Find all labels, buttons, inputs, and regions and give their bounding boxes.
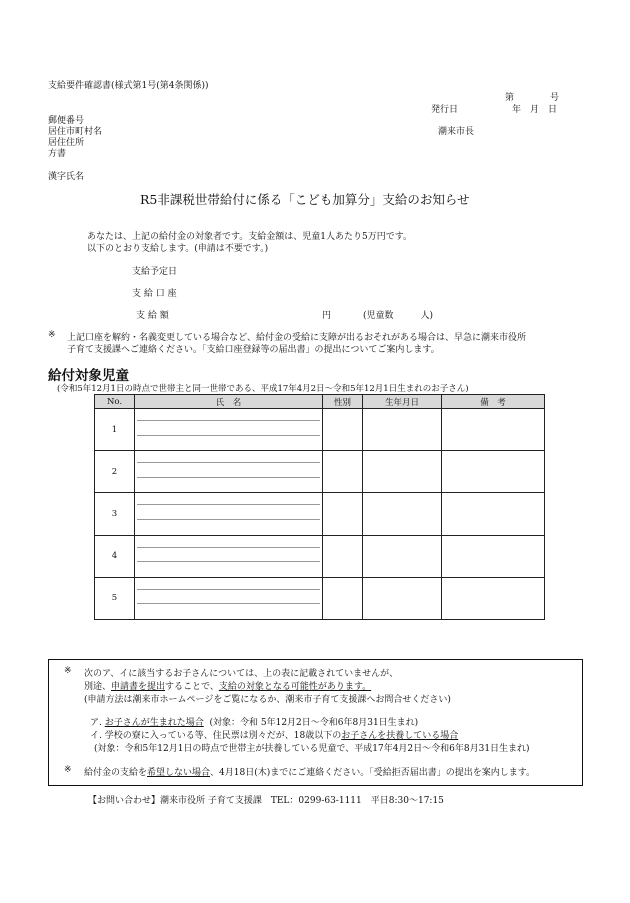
name-cell — [135, 577, 323, 619]
item-i-prefix: イ. — [90, 731, 102, 741]
row-number: 4 — [95, 535, 135, 577]
table-row — [95, 493, 545, 535]
name-cell — [135, 535, 323, 577]
gender-cell — [323, 577, 363, 619]
notice-item-i-sub: (対象：令和5年12月1日の時点で世帯主が扶養している児童で、平成17年4月2日〜令和6年8月31日生まれ) — [94, 744, 530, 754]
address-label: 居住住所 — [48, 138, 85, 148]
notice-text: することで、 — [165, 682, 219, 692]
form-id: 支給要件確認書(様式第1号(第4条関係)) — [48, 81, 209, 91]
row-number: 5 — [95, 577, 135, 619]
document-number: 第 号 — [505, 93, 560, 103]
table-row — [95, 409, 545, 451]
children-table — [94, 394, 545, 620]
row-number: 1 — [95, 409, 135, 451]
notice-item-a — [90, 715, 418, 728]
notice-mark-2: ※ — [64, 765, 72, 775]
item-a-emphasis: お子さんが生まれた場合 — [104, 718, 204, 728]
direction-label: 方書 — [48, 149, 67, 159]
city-label: 居住市町村名 — [48, 127, 103, 137]
name-cell — [135, 451, 323, 493]
birthdate-cell — [363, 577, 442, 619]
table-row — [95, 451, 545, 493]
notice-line-1: 次のア、イに該当するお子さんについては、上の表に記載されていませんが、 — [84, 669, 399, 679]
notice-item-i — [90, 728, 458, 741]
name-cell — [135, 493, 323, 535]
row-number: 3 — [95, 493, 135, 535]
yen-unit: 円 — [322, 311, 332, 321]
gender-cell — [323, 535, 363, 577]
table-row — [95, 577, 545, 619]
mayor-label: 潮来市長 — [438, 127, 475, 137]
item-a-prefix: ア. — [90, 718, 102, 728]
issue-date-label: 発行日 — [431, 105, 459, 115]
contact-info: 【お問い合わせ】潮来市役所 子育て支援課 TEL：0299-63-1111 平日8:30〜17:15 — [88, 796, 444, 806]
children-count-label: (児童数 人) — [363, 311, 434, 321]
gender-cell — [323, 493, 363, 535]
note-mark: ※ — [48, 330, 56, 340]
notice-emphasis-apply: 申請書を提出 — [111, 682, 166, 692]
birthdate-cell — [363, 409, 442, 451]
postal-code-label: 郵便番号 — [48, 116, 85, 126]
birthdate-cell — [363, 493, 442, 535]
gender-cell — [323, 409, 363, 451]
notice-emphasis-eligible: 支給の対象となる可能性があります。 — [218, 682, 372, 692]
header-name: 氏 名 — [135, 395, 323, 409]
gender-cell — [323, 451, 363, 493]
notice-text: 給付金の支給を — [84, 768, 148, 778]
birthdate-cell — [363, 535, 442, 577]
item-a-detail: (対象：令和 5年12月2日〜令和6年8月31日生まれ) — [209, 718, 419, 728]
payment-date-label: 支給予定日 — [132, 267, 178, 277]
item-i-emphasis: お子さんを扶養している場合 — [341, 731, 459, 741]
intro-line-1: あなたは、上記の給付金の対象者です。支給金額は、児童1人あたり5万円です。 — [87, 232, 413, 242]
section-subtitle: (令和5年12月1日の時点で世帯主と同一世帯である、平成17年4月2日〜令和5年12月1日生まれのお子さん) — [57, 384, 469, 394]
header-no: No. — [95, 395, 135, 409]
notice-line-3: (申請方法は潮来市ホームページをご覧になるか、潮来市子育て支援課へお問合せください) — [84, 695, 451, 705]
notice-mark: ※ — [64, 666, 72, 676]
remarks-cell — [442, 493, 545, 535]
item-i-text: 学校の寮に入っている等、住民票は別々だが、18歳以下の — [104, 731, 342, 741]
notice-line-2 — [84, 679, 371, 692]
remarks-cell — [442, 409, 545, 451]
payment-account-label: 支 給 口 座 — [132, 289, 177, 299]
intro-line-2: 以下のとおり支給します。(申請は不要です。) — [87, 244, 269, 254]
row-number: 2 — [95, 451, 135, 493]
notice-emphasis-decline: 希望しない場合 — [147, 768, 211, 778]
notice-text: 別途、 — [84, 682, 112, 692]
notice-final-line — [84, 765, 535, 778]
table-header-row — [95, 395, 545, 409]
section-heading: 給付対象児童 — [48, 368, 129, 384]
kanji-name-label: 漢字氏名 — [48, 172, 85, 182]
header-remarks: 備 考 — [442, 395, 545, 409]
name-cell — [135, 409, 323, 451]
birthdate-cell — [363, 451, 442, 493]
notice-text: 、4月18日(木)までにご連絡ください。「受給拒否届出書」の提出を案内します。 — [210, 768, 536, 778]
payment-amount-label: 支 給 額 — [136, 311, 169, 321]
note-line-1: 上記口座を解約・名義変更している場合など、給付金の受給に支障が出るおそれがある場合は、早急に潮来市役所 — [67, 333, 527, 343]
remarks-cell — [442, 451, 545, 493]
header-birthdate: 生年月日 — [363, 395, 442, 409]
header-gender: 性別 — [323, 395, 363, 409]
note-line-2: 子育て支援課へご連絡ください。「支給口座登録等の届出書」の提出についてご案内します。 — [67, 345, 440, 355]
table-row — [95, 535, 545, 577]
issue-date: 年 月 日 — [512, 105, 558, 115]
remarks-cell — [442, 577, 545, 619]
page-title: R5非課税世帯給付に係る「こども加算分」支給のお知らせ — [140, 192, 470, 207]
remarks-cell — [442, 535, 545, 577]
